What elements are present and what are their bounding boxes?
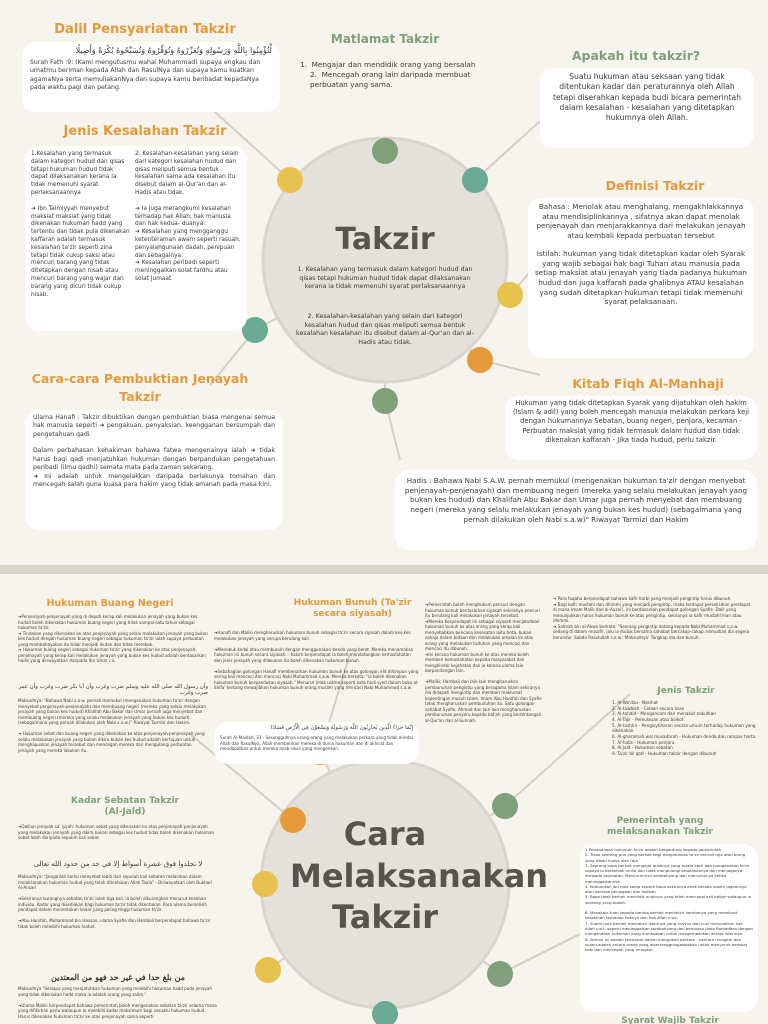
bunuh-card xyxy=(214,722,419,764)
pembuktian-title: Cara-cara Pembuktian Jenayah Takzir xyxy=(31,371,249,404)
jenis-item: 7. Al-habs - Hukuman penjara xyxy=(612,739,675,745)
hadis-card xyxy=(395,470,757,550)
jenis-item: 9. Ta'zir bil qatl - Hukuman takzir dengan dibunuh xyxy=(612,751,717,757)
apakah-card xyxy=(540,68,754,148)
jenis-item: 3. Al-tahdid - Mengancam dan menakut-nakutkan xyxy=(612,711,716,717)
bunuh-title: Hukuman Bunuh (Ta'zir secara siyasah) xyxy=(293,598,412,620)
node-dot-yellow-2 xyxy=(497,282,523,308)
jenis-list xyxy=(612,700,757,757)
sebatan-arabic-2: من بلغ حدا في غير حد فهو من المعتدين xyxy=(51,972,185,982)
matlamat-title: Matlamat Takzir xyxy=(330,32,440,46)
node-dot-teal xyxy=(462,167,488,193)
bunuh-arabic: إِنَّمَا جَزَاءُ الَّذِينَ يُحَارِبُونَ اللَّهَ وَرَسُولَهُ وَيَسْعَوْنَ فِي الْأَرْضِ فَسَادًا xyxy=(270,725,413,731)
apakah-title: Apakah itu takzir? xyxy=(571,48,701,63)
pembuktian-text: Ulama Hanafi : Takzir dibuktikan dengan pembuktian biasa mengenai semua hak manusia seperti ➜ pengakuan, penyaksian, keengganan bersumpah dan pengetahuan qadi. Dalam perbahasan kehakiman bahawa fatwa mengenainya ialah ➜ tidak harus bagi qadi menjatuhkan hukuman dengan berpandukan pengetahuan peribadi (ilmu qadhi) semata mata pada zaman sekarang. ➜ Ini adalah untuk mengelakkan daripada berlakunya tomahan dan mencegah salah guna kuasa para hakim yang tidak amanah pada masa kini. xyxy=(33,414,275,488)
buang-text: ➜Penjenayah-penjenayah yang di depoti kerap kali melakukan jenayah yang bukan kes hudud boleh dikenakan hukuman buang negeri yang tidak sampai satu tahun sebagai hukuman ta'zir. ➜ Tindakan yang dikenakan ke atas penjenayah yang selalu melakukan jenayah yang bukan kes hudud dengan hukuman buang negeri sebagai hukuman ta'zir ialah supaya perbuatan yang membahayakan itu tidak menjadi ikutan dan tidak merebak. ➜ Hukuman buang negeri sebagai hukuman ta'zir yang dikenakan ke atas penjenayah-penjenayah yang kerap kali melakukan jenayah yang bukan kes hudud adalah berdasarkan hadis yang diriwayatkan daripada Ibn Umar r.a. xyxy=(18,614,208,664)
jenis-item: 8. Al-jald - Hukuman sebatan xyxy=(612,745,673,751)
jenis-title: Jenis Takzir xyxy=(657,686,715,696)
node-dot-yellow-4 xyxy=(255,957,281,983)
jenis-item: 4. Al-Tajir - Pemulauan atau boikot xyxy=(612,717,684,723)
definisi-title: Definisi Takzir xyxy=(605,178,705,193)
definisi-card xyxy=(528,198,754,358)
jenis-item: 5. Al-tashhir - Pengisytiharan secara umum terhadap hukuman yang dikenakan xyxy=(612,722,756,734)
pemerintah-card xyxy=(580,844,758,1012)
node-dot-yellow xyxy=(277,167,303,193)
node-dot-green-3 xyxy=(492,793,518,819)
center-text-1: 1. Kesalahan yang termasuk dalam kategori hudud dan qisas tetapi hukuman hudud tidak dapat dilaksanakan kerana ia tidak memenuhi syarat perlaksanaannya xyxy=(297,266,473,290)
jenis-kesalahan-col1: 1.Kesalahan yang termasuk dalam kategori hudud dan qisas tetapi hukuman hudud tidak dapat dilaksanakan kerana ia tidak memenuhi syarat perlaksanaannya ➜ Ibn Taimiyyah menyebut maksiat maksiat yang tidak dikenakan hukuman hadd yang tertentu dan tidak pula dikenakan kaffarah adalah termasuk kesalahan ta'zir seperti zina tetapi tidak cukup saksi atau mencuri barang yang tidak ditetapkan dengan nisab atau mencuri barang yang wajar dan barang yang dicuri tidak cukup nisab. xyxy=(31,151,130,298)
apakah-text: Suatu hukuman atau seksaan yang tidak ditentukan kadar dan peraturannya oleh Allah tetapi diserahkan kepada budi bicara pemerintah dalam kesalahan - kesalahan yang ditetapkan hukumnya oleh Allah. xyxy=(552,72,742,122)
jenis-kesalahan-title: Jenis Kesalahan Takzir xyxy=(63,124,227,139)
node-dot-green xyxy=(372,138,398,164)
col3-text: ➜Pemerintah boleh menghukum pencuri dengan hukuman bunuh berdasarkan siyasah sekiranya pencuri itu berulang kali melakukan jenayah tersebut. ➜Mereka berpendapat ini sebagai siyasah menjatuhkan hukuman bunuh ke atas orang yang kerap kali menyebabkan bencana kesesatan iaitu tinta, bukan sahaja dalam bidaan dan melakukan amalan ke atas orang yang melakukan tuduhan yang mencaci dan mencaci itu dibunuh. ➜Ini kerana hukuman bunuh ke atas mereka boleh memberi kemaslahatan kepada masyarakat dan menghindar kejahatan dan ia kerana ulama lain berpandangan lain. ➜Maliki, Hambali dan lain-lain mengharuskan pembunuhan pengintip yang beragama Islam sekiranya dia didapati mengintip dan memberi maklumat kepentingan musuh Islam. Imam Abu Hanifah dan Syafie tidak mengharuskan pembunuhan itu. Satu golongan sahabat Syafie, Ahmad dan lain-lain mengharuskan pembunuhan penyeru kepada bid'ah yang bertentangan al-Qur'an dan al-Sunnah. xyxy=(425,602,542,723)
sebatan-text-2: Maksudnya: "Janganlah kamu menyebat lebih dari sepuluh kali sebatan melainkan dalam melaksanakan hukuman hudud yang telah ditentukan Allah Taala" - Diriwayatkan oleh Bukhari Al-Ansari ➜Sekiranya kurangnya sebatan ta'zir ialah tiga kali, ia boleh dikurangkan menurut keadaan individu. Kadar yang disediakan bagi hukuman ta'zir tidak ditentukan. Para ulama berselisih pendapat dalam menentukan kadar yang paling tinggi hukuman ta'zir. ➜Abu Hanifah, Muhammad bin Hassan, ulama Syafie dan Hambali berpendapat bahawa ta'zir tidak boleh melebihi hukuman hudud. xyxy=(18,874,213,929)
dalil-arabic: لِّتُؤْمِنُوا بِاللَّهِ وَرَسُولِهِ وَتُعَزِّرُوهُ وَتُوَقِّرُوهُ وَتُسَبِّحُوهُ بُكْرَةً وَأَصِيلًا xyxy=(75,46,272,55)
buang-text-2: Maksudnya: "Bahawa Nabi s.a.w. pernah memukul (mengenakan hukuman ta'zir dengan menyebat penjenayah-penjenayah) dan membuang negeri (mereka yang selalu melakukan jenayah yang bukan kes hudud) Khalifah Abu Bakar dan Umar pernah juga menyebat dan membuang negeri (mereka yang selalu melakukan jenayah yang bukan kes hudud) (sebagaimana yang pernah dilakukan oleh Nabi s.a.w.)" Riwayat Tarmizi dan Hakim. ➜ Hukuman sebat dan buang negeri yang dikenakan ke atas penjenayah-penjenayah yang selalu melakukan jenayah yang bukan dikira bukan kes hudud adalah bertujuan untuk menghapuskan jenayah tersebut dan mencegah mereka dari mengulangi perbuatan jenayah yang mereka lakukan itu. xyxy=(18,698,206,753)
node-dot-teal-3 xyxy=(372,1001,398,1024)
node-dot-yellow-3 xyxy=(252,871,278,897)
pemerintah-title: Pemerintah yang melaksanakan Takzir xyxy=(607,816,713,838)
node-dot-orange xyxy=(467,347,493,373)
buang-title: Hukuman Buang Negeri xyxy=(46,598,174,609)
dalil-card xyxy=(22,42,280,112)
dalil-title: Dalil Pensyariatan Takzir xyxy=(54,22,236,37)
jenis-item: 6. Al-gharamah wal musadarah - Hukuman denda dan rampas harta xyxy=(612,734,756,740)
manhaji-text: Hukuman yang tidak ditetapkan Syarak yang dijatuhkan oleh hakim (Islam & adil) yang boleh mencegah manusia melakukan perkara keji dengan hukumannya Sebatan, buang negeri, penjara, kecaman - Perbuatan maksiat yang tidak termasuk dalam hudud dan tidak dikenakan kaffarah - Jika tiada hudud, perlu takzir. xyxy=(512,399,750,444)
manhaji-title: Kitab Fiqh Al-Manhaji xyxy=(572,376,724,391)
manhaji-card xyxy=(505,396,757,460)
center-text-2: 2. Kesalahan-kesalahan yang selain dari kategori kesalahan hudud dan qisas meliputi semua bentuk kesalahan kesalahan itu disebut dalam al-Qur'an dan al-Hadis atau tidak. xyxy=(296,313,474,346)
syarat-title: Syarat Wajib Takzir xyxy=(621,1016,719,1024)
matlamat-item-2: 2. Mencegah orang lain daripada membuat perbuatan yang sama. xyxy=(310,69,471,89)
jenis-item: 1. Al-Wa'dzu - Nasihat xyxy=(612,700,658,705)
node-dot-green-2 xyxy=(372,388,398,414)
jenis-kesalahan-col2: 2. Kesalahan-kesalahan yang selain dari kategori kesalahan hudud dan qisas meliputi semua bentuk kesalahan sama ada kesalahan itu disebut dalam al-Qur'an dan al-Hadis atau tidak. ➜ Ia juga merangkumi kesalahan terhadap hak Allah, hak manusia dan hak kedua- duanya. ➜ Kesalahan yang mengganggu ketenteraman awam seperti rasuah, penyalahgunaan dadah, penipuan dan sebagainya. ➜ Kesalahan peribadi seperti meninggalkan solat fardhu atau solat Jumaat xyxy=(135,151,241,282)
sebatan-arabic-1: لا تجلدوا فوق عشرة أسواط إلا في حد من حدود الله تعالى xyxy=(33,860,203,868)
jenis-item: 2. Al-tawbikh - Celaan secara lisan xyxy=(612,705,685,711)
definisi-istilah: Istilah: hukuman yang tidak ditetapkan kadar oleh Syarak yang wajib sebagai hak bagi Tuhan atau manusia pada setiap maksiat atau jenayah yang tiada padanya hukuman hudud dan juga kaffarah pada ghalibnya ATAU kesalahan yang sudah ditetapkan hukuman tetapi tidak memenuhi syarat pelaksanaan. xyxy=(535,248,747,307)
matlamat-list xyxy=(300,60,500,90)
bunuh-text: ➜Hanafi dan Maliki mengharuskan hukuman bunuh sebagai ta'zir secara siyasah dalam kes-kes melakukan jenayah yang serupa berulang kali. ➜Menebuk kedai atau membunuh dengan menggunakan benda yang berat. Mereka menamakan hukuman ini bunuh secara siyasah. - hakim berpendapat ia boleh mendatangkan kemaslahatan dan jenis jenayah yang dilakukan itu boleh dikenakan hukuman bunuh. ➜Sebahagian golongan Hanafi membenarkan hukuman bunuh ke atas golongan elit dihimpun yang sering kali mencaci dan mencaci Nabi Muhammad s.a.w. Mereka berkata: "ia boleh dikenakan hukuman bunuh berpandukan siyasah." Menurut (mak ulama seperti kata hadi syed dalam buku al-Shifa' tentang mewajibkan hukuman bunuh orang muslim yang mencaci Nabi Muhammad s.a.w. xyxy=(214,630,419,691)
node-dot-green-4 xyxy=(487,961,513,987)
col4-text: ➜ Para fuqaha berpendapat bahawa kafir harbi yang menjadi pengintip harus dibunuh. ➜ Bagi kafir mustahi dan dhimmi yang menjadi pengintip, maka terdapat perselisihan pendapat di mana Imam Malik dan al-Auzai'i, ini berdasarkan pendapat golongan Syafie. Dalil yang menunjukkan harus hukuman bunuh ke atas pengintip, sekiranya ia kafir mustahi'man atau dhimmi. ➜ Salmah bin al-Akwa berkata: "Seorang pengintip datang kepada Nabi Muhammad s.a.w. sedang di dalam musafir, lalu ia duduk bersama sahabat bercakap-cakap, kemudian dia segera berundur. Sabda Rasulullah s.a.w.: Maksudnya: Tangkap dia dan bunuh. xyxy=(553,596,751,640)
dalil-text: Surah Fath :9: (Kami mengutusmu wahai Muhammad) supaya engkau dan umatmu beriman kepada Allah dan RasulNya dan supaya kamu kuatkan agamaNya serta memuliakanNya dan supaya kamu beribadat kepadaNya pada waktu pagi dan petang. xyxy=(30,59,261,92)
hadis-text: Hadis : Bahawa Nabi S.A.W. pernah memukul (mengenakan hukuman ta'zir dengan menyebat penjenayah-penjenayah) dan membuang negeri (mereka yang selalu melakukan jenayah yang bukan kes hudud) dan Khalifah Abu Bakar dan Umar juga pernah menyebat dan membuang negeri (mereka yang selalu melakukan jenayah yang bukan kes hudud) (sebagaimana yang pernah dilakukan oleh Nabi s.a.w)" Riwayat Tarmizi dan Hakim xyxy=(404,476,748,524)
matlamat-item-1: 1. Mengajar dan mendidik orang yang bersalah xyxy=(300,60,476,69)
buang-arabic: وأن رسول الله صلى الله عليه وسلم ضرب وغرب وأن أبا بكر ضرب وغرب وأن عمر ضرب وغرب xyxy=(18,684,208,696)
bunuh-text-2: Surah Al-Maidah, 33 - Sesungguhnya orang-orang yang melakukan perkara yang tidak diredai Allah dan RasulNya, Allah memberikan mereka di dunia hukuman dan di akhirat dan mendapatkan untuk mereka azab siksa yang mengerikan. xyxy=(220,735,414,752)
sebatan-title: Kadar Sebatan Takzir (Al-Jald) xyxy=(71,796,179,818)
definisi-bahasa: Bahasa : Menolak atau menghalang, mengakhlakkannya atau mendisiplinkannya , sifatnya akan dapat menolak penjenayah dan menjarakkannya dari melakukan jenayah atau kembali kepada perbuatan tersebut xyxy=(536,202,746,241)
center-title: Takzir xyxy=(335,222,435,257)
infographic-page-2 xyxy=(0,574,768,1024)
pembuktian-card xyxy=(25,410,283,530)
sebatan-text: ➜Qalilun jenayah sa' iyyah: hukuman sebat yang dikenakan ke atas penjenayah-penjenayah yang melakukan jenayah yang dikira bukan sebagai kes hudud tidak boleh dikenakan hukuman sebat lebih daripada sepuluh kali sebat. xyxy=(18,824,215,841)
sebatan-text-3: Maksudnya "Sesiapa yang menjatuhkan hukuman yang melebihi hukuman hadd pada jenayah yang tidak dikenakan hadd maka ia adalah orang yang zalim." ➜Ulama Maliki berpendapat bahawa pemerintah boleh mengenakan sebatan ta'zir selama mana yang difikirkan perlu walaupun ia melebihi kadar maksimum bagi sesuatu hukuman hudud. Harus dikenakan hukuman ta'zir ke atas penjenayah sama seperti xyxy=(18,986,217,1019)
jenis-kesalahan-card xyxy=(25,146,247,331)
pemerintah-text: 1.Pelaksanaan hukuman ta'zir adalah bergantung kepada pemerintah 2. Tiada seorang pun yang berhak bagi menjatuhkan ta'zir kecuali raja atau orang yang diberi kuasa oleh raja 3. Seorang bapa berhak mengajar anaknya yang masih kecil dan mengenakan ta'zir supaya ia berakhlak mulia dan tidak mengulangi kesalahannya dan menjaganya daripada kejahatan. Menyuruhnya sembahyang dan memukulnya ketika meninggalkannya 4. Kedudukan ibu pula sama seperti bapa sekiranya anak berada dalam jagaannya atau semasa penjagaan dan didikan 5. Bapa tidak berhak mendidik anaknya yang telah mencapai akil baligh walaupun ia seorang yang bodoh. 6. Manakala tuan kepada hamba berhak mentakzir hambanya yang membuat kesalahan terhadap haknya dan hak Allah s.w.t. 7. Suami pula berhak mentakzir isterinya yang nusyuz dan cuai menunaikan hak Allah s.w.t. seperti meninggalkan sembahyang dan berpuasa pada Ramadhan dengan mengenakan hukuman yang munasabah untuk mengembalikan akhlak isterinya. 8. Semua ini adalah termasuk dalam mengubah perkara - perkara mungkar dan suami adalah antara orang yang dipertanggungjawabkan untuk menyuruh berbuat baik dan mencegah yang mungkar. xyxy=(585,847,753,953)
center-title-2: Cara Melaksanakan Takzir xyxy=(290,815,549,937)
